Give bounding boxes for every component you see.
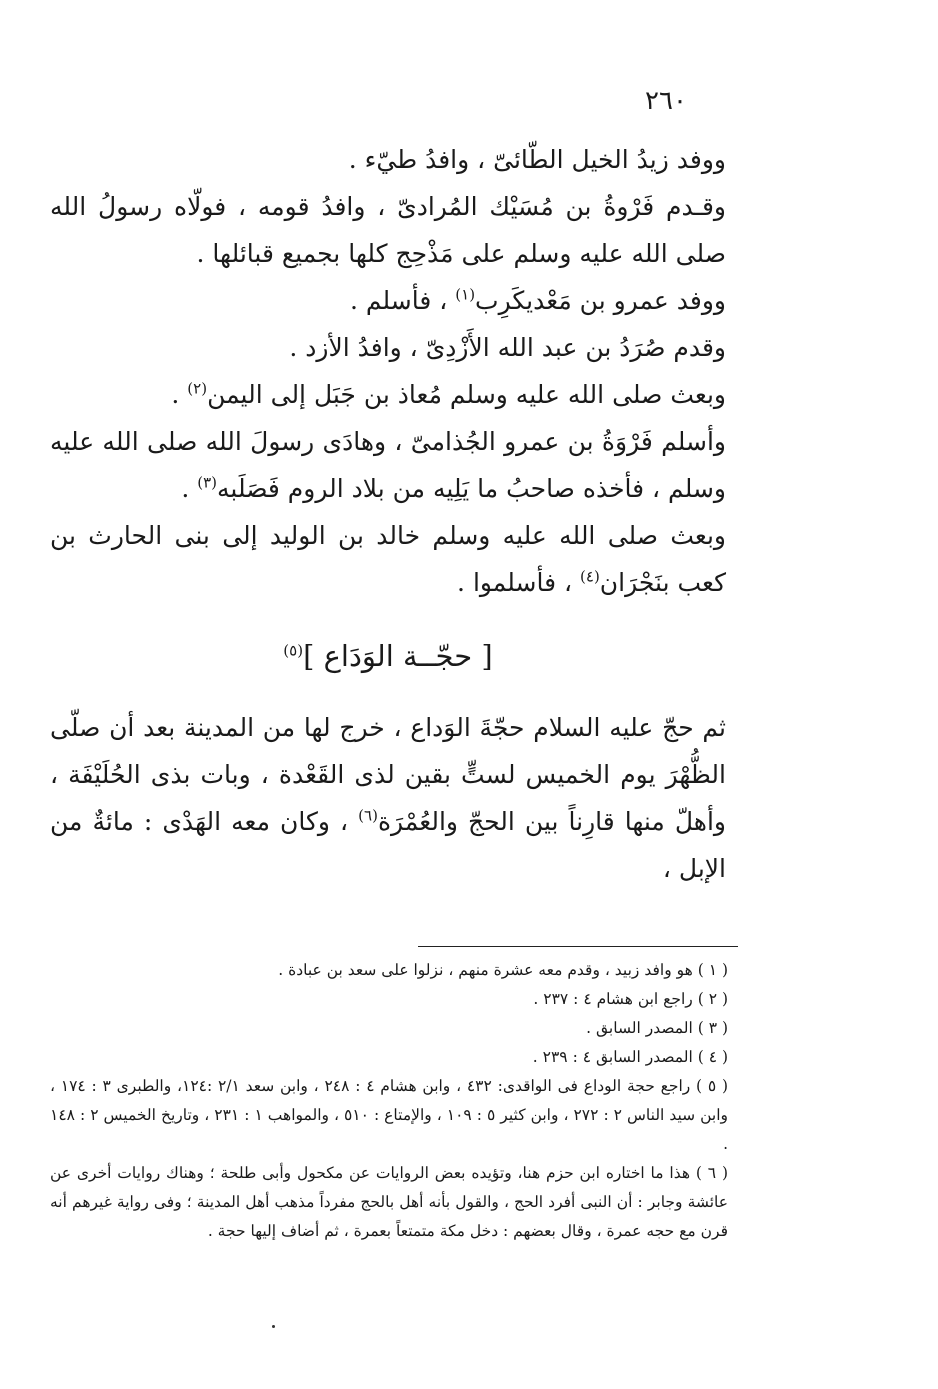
footnote-separator (418, 946, 738, 947)
footnote-3: ( ٣ ) المصدر السابق . (586, 1019, 728, 1037)
section-heading (50, 616, 726, 696)
footnote-reference: (٤) (580, 567, 600, 586)
paragraph-text: ووفد عمرو بن مَعْديكَرِب (475, 286, 726, 315)
footnote-reference: (٣) (197, 473, 217, 492)
footnote-reference: (١) (455, 285, 476, 304)
paragraph-farwa-ibn-amr (50, 418, 726, 512)
ink-speck (272, 1325, 275, 1328)
paragraph-text: ، فأسلموا . (457, 568, 581, 597)
footnote-reference: (٥) (283, 641, 304, 660)
footnote-reference: (٢) (187, 379, 208, 398)
paragraph-text: وبعث صلى الله عليه وسلم مُعاذ بن جَبَل إلى اليمن (207, 380, 726, 409)
footnote-2: ( ٢ ) راجع ابن هشام ٤ : ٢٣٧ . (533, 990, 728, 1008)
footnote-reference: (٦) (358, 806, 378, 825)
paragraph-amr-ibn-madikarib (50, 277, 726, 324)
page-number: ٢٦٠ (645, 86, 687, 116)
paragraph-text: وبعث صلى الله عليه وسلم خالد بن الوليد إلى بنى الحارث بن كعب بنَجْرَان (50, 521, 726, 597)
paragraph-surad-ibn-abdallah: وقدم صُرَدُ بن عبد الله الأَزْدِىّ ، وافدُ الأزد . (289, 333, 726, 362)
paragraph-text: . (181, 474, 198, 503)
main-text (50, 136, 726, 892)
paragraph-hajjat-al-wada (50, 704, 726, 892)
paragraph-text: . (171, 380, 188, 409)
footnotes (50, 956, 728, 1246)
paragraph-muadh-ibn-jabal (50, 371, 726, 418)
paragraph-text: ثم حجّ عليه السلام حجّةَ الوَداع ، خرج لها من المدينة بعد أن صلّى الظُّهْرَ يوم الخميس لستٍّ بقين لذى القَعْدة ، وبات بذى الحُلَيْفَة ، وأهلّ منها قارِناً بين الحجّ والعُمْرَة (50, 713, 727, 836)
paragraph-text: وأسلم فَرْوَةُ بن عمرو الجُذامىّ ، وهادَى رسولَ الله صلى الله عليه وسلم ، فأخذه صاحبُ ما يَلِيه من بلاد الروم فَصَلَبه (50, 427, 726, 503)
footnote-6: ( ٦ ) هذا ما اختاره ابن حزم هنا، وتؤيده بعض الروايات عن مكحول وأبى طلحة ؛ وهناك روايات أخرى عن عائشة وجابر : أن النبى أفرد الحج ، والقول بأنه أهل بالحج مفرداً مذهب أهل المدينة ؛ وفى رواية غيرهم أنه قرن مع حجه عمرة ، وقال بعضهم : دخل مكة متمتعاً بعمرة ، ثم أضاف إليها حجة . (50, 1164, 728, 1240)
paragraph-farwa-ibn-musayk: وقـدم فَرْوةُ بن مُسَيْك المُرادىّ ، وافدُ قومه ، فولّاه رسولُ الله صلى الله عليه وسلم على مَذْحِج كلها بجميع قبائلها . (50, 192, 726, 268)
footnote-5: ( ٥ ) راجع حجة الوداع فى الواقدى: ٤٣٢ ، وابن هشام ٤ : ٢٤٨ ، وابن سعد ٢/١ :١٢٤، والطبرى ٣ : ١٧٤ ، وابن سيد الناس ٢ : ٢٧٢ ، وابن كثير ٥ : ١٠٩ ، والإمتاع : ٥١٠ ، والمواهب ١ : ٢٣١ ، وتاريخ الخميس ٢ : ١٤٨ . (50, 1077, 729, 1153)
paragraph-zayd-al-khayl: ووفد زيدُ الخيل الطّائىّ ، وافدُ طيّء . (348, 145, 726, 174)
section-heading-text: [ حجّــة الوَدَاع ] (303, 639, 493, 673)
paragraph-khalid-ibn-al-walid (50, 512, 726, 606)
paragraph-text: ، فأسلم . (349, 286, 456, 315)
paragraph-text: ، وكان معه الهَدْى : مائةٌ من الإبل ، (50, 807, 726, 883)
footnote-1: ( ١ ) هو وافد زبيد ، وقدم معه عشرة منهم ، نزلوا على سعد بن عبادة . (278, 961, 728, 979)
footnote-4: ( ٤ ) المصدر السابق ٤ : ٢٣٩ . (532, 1048, 728, 1066)
